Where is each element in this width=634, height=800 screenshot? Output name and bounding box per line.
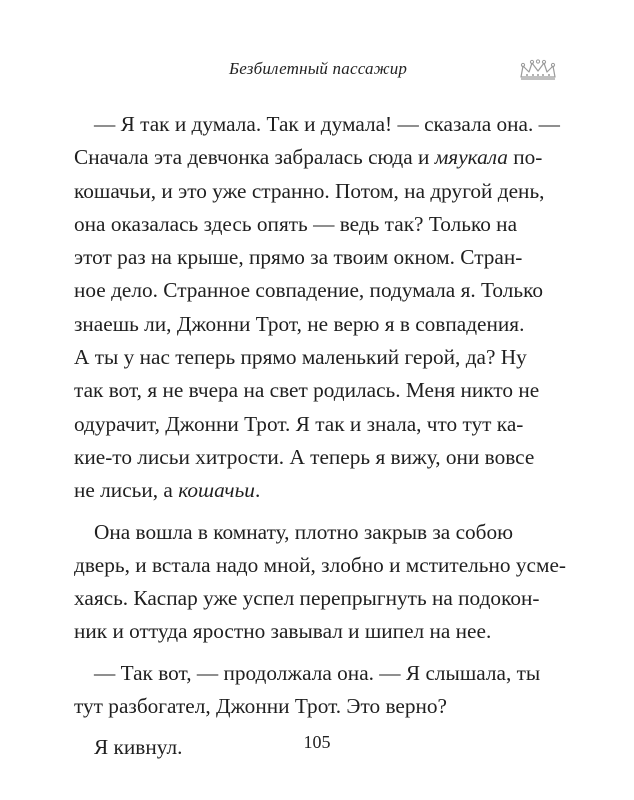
text-line: не лисьи, а кошачьи. xyxy=(74,478,261,503)
running-title: Безбилетный пассажир xyxy=(229,59,408,78)
emphasis: мяукала xyxy=(434,145,508,170)
paragraph xyxy=(74,516,567,649)
text-line: ное дело. Странное совпадение, подумала я. Только xyxy=(74,278,544,303)
paragraph xyxy=(74,657,564,724)
text-line: этот раз на крыше, прямо за твоим окном. Стран- xyxy=(74,245,523,270)
text-line: А ты у нас теперь прямо маленький герой, да? Ну xyxy=(74,345,527,370)
text-line: Я кивнул. xyxy=(94,735,183,760)
text-line: знаешь ли, Джонни Трот, не верю я в совпадения. xyxy=(74,311,525,336)
running-head xyxy=(0,59,634,89)
text-line: Она вошла в комнату, плотно закрыв за собою xyxy=(94,519,514,544)
text-line: так вот, я не вчера на свет родилась. Меня никто не xyxy=(74,378,540,403)
text-line: ник и оттуда яростно завывал и шипел на нее. xyxy=(74,619,492,644)
emphasis: кошачьи xyxy=(178,478,255,503)
text-line: одурачит, Джонни Трот. Я так и знала, что тут ка- xyxy=(74,411,524,436)
body-text xyxy=(74,108,567,765)
page-number: 105 xyxy=(303,732,331,752)
text-line: — Так вот, — продолжала она. — Я слышала, ты xyxy=(94,660,541,685)
crown-icon xyxy=(517,59,559,83)
text-line: Сначала эта девчонка забралась сюда и мяукала по- xyxy=(74,145,543,170)
text-line: тут разбогател, Джонни Трот. Это верно? xyxy=(74,694,448,719)
paragraph xyxy=(74,108,564,508)
text-line: кие-то лисьи хитрости. А теперь я вижу, они вовсе xyxy=(74,444,535,469)
text-line: дверь, и встала надо мной, злобно и мстительно усме- xyxy=(74,552,567,577)
text-line: она оказалась здесь опять — ведь так? Только на xyxy=(74,211,518,236)
text-line: хаясь. Каспар уже успел перепрыгнуть на подокон- xyxy=(74,586,540,611)
text-line: кошачьи, и это уже странно. Потом, на другой день, xyxy=(74,178,545,203)
text-line: — Я так и думала. Так и думала! — сказала она. — xyxy=(94,112,560,136)
